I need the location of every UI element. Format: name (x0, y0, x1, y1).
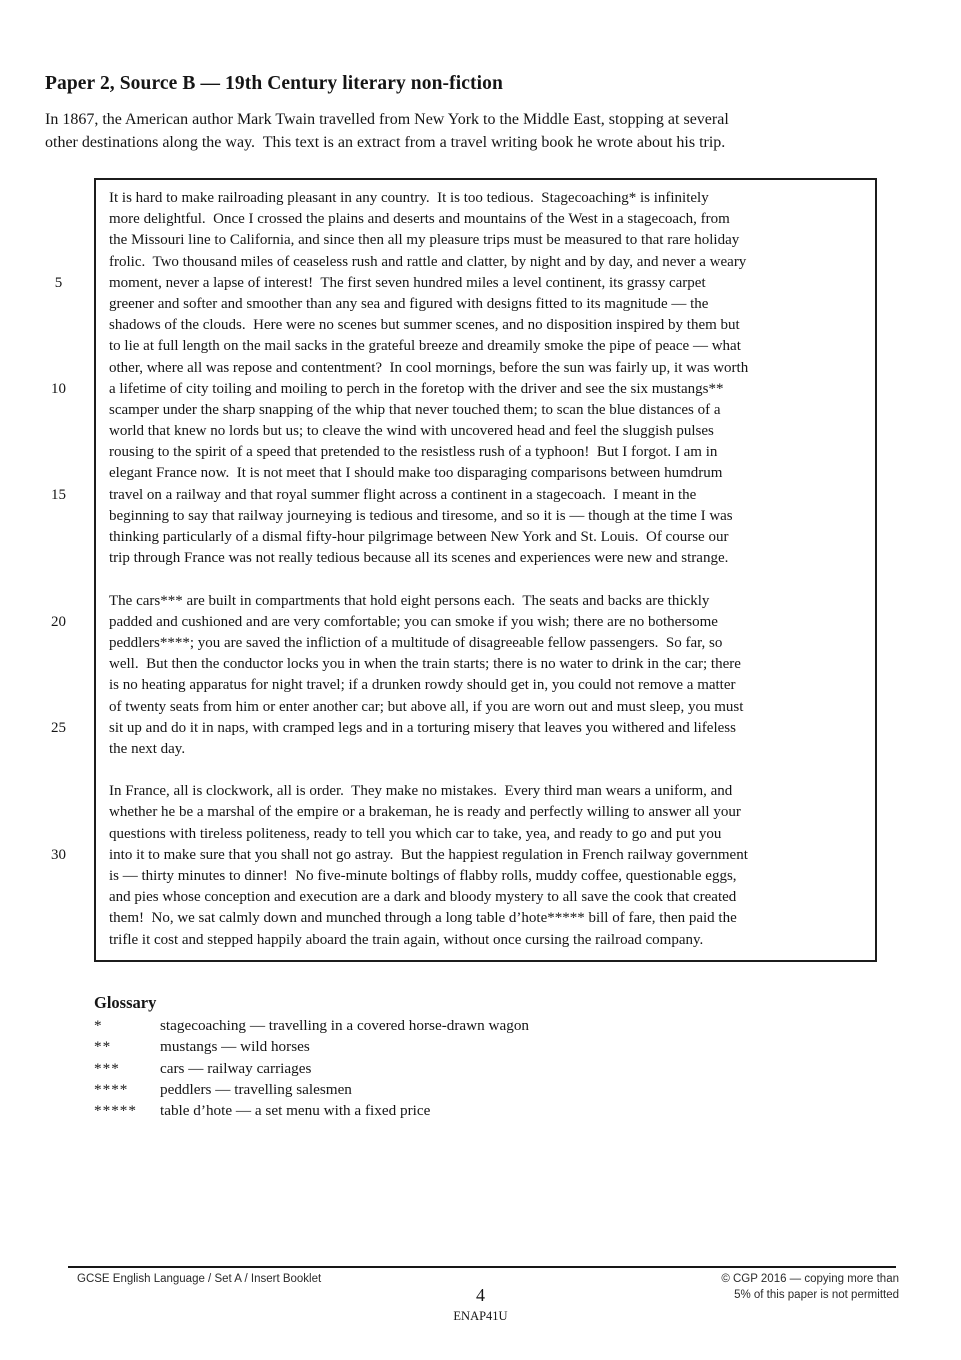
glossary-symbol: *** (94, 1059, 120, 1077)
intro-line: other destinations along the way. This text is an extract from a travel writing book he wrote about his trip. (45, 133, 726, 151)
line-number-30: 30 (51, 846, 66, 863)
line-number-20: 20 (51, 613, 66, 630)
source-line-7: shadows of the clouds. Here were no scenes but summer scenes, and no disposition inspired by them but (109, 317, 740, 334)
line-number-spacer (40, 252, 77, 273)
source-line-14: elegant France now. It is not meet that I should make too disparaging comparisons between humdrum (109, 465, 723, 482)
line-number-spacer (40, 633, 77, 654)
source-line-25: sit up and do it in naps, with cramped legs and in a torturing misery that leaves you withered and lifeless (109, 719, 736, 736)
line-number-spacer (40, 887, 77, 908)
line-number-spacer (40, 548, 77, 569)
glossary-entry (94, 1100, 529, 1121)
footer-copyright-line: 5% of this paper is not permitted (734, 1288, 899, 1301)
glossary-entries (94, 1015, 529, 1121)
glossary-symbol: ***** (94, 1102, 137, 1120)
source-line-4: frolic. Two thousand miles of ceaseless rush and rattle and clatter, by night and by day, and never a weary (109, 253, 747, 270)
line-number-spacer (40, 294, 77, 315)
source-line-34: trifle it cost and stepped happily aboard the train again, without once cursing the railroad company. (109, 931, 704, 948)
source-line-27: In France, all is clockwork, all is order. They make no mistakes. Every third man wears a uniform, and (109, 783, 733, 800)
line-numbers-column (40, 178, 94, 951)
source-line-31: is — thirty minutes to dinner! No five-minute boltings of flabby rolls, muddy coffee, questionable eggs, (109, 868, 737, 884)
glossary-definition: stagecoaching — travelling in a covered horse-drawn wagon (160, 1017, 530, 1034)
glossary-entry (94, 1079, 529, 1100)
glossary-definition: table d’hote — a set menu with a fixed price (160, 1102, 431, 1120)
glossary-entry (94, 1058, 529, 1079)
source-text-box (94, 178, 877, 962)
source-line-3: the Missouri line to California, and since then all my pleasure trips must be measured to that rare holiday (109, 232, 740, 249)
source-line-2: more delightful. Once I crossed the plains and deserts and mountains of the West in a stagecoach, from (109, 211, 730, 228)
line-number-15: 15 (51, 486, 66, 503)
glossary-heading: Glossary (94, 993, 157, 1012)
line-number-spacer (40, 358, 77, 379)
source-line-29: questions with tireless politeness, ready to tell you which car to take, yea, and ready to go and put you (109, 825, 722, 842)
source-line-21: peddlers****; you are saved the infliction of a multitude of disagreeable fellow passengers. So far, so (109, 634, 723, 651)
source-line-23: is no heating apparatus for night travel; if a drunken rowdy should get in, you could not remove a matter (109, 677, 736, 694)
glossary (94, 992, 529, 1121)
source-line-19: The cars*** are built in compartments that hold eight persons each. The seats and backs are thickly (109, 592, 710, 609)
paragraph-gap (40, 569, 77, 590)
page-title: Paper 2, Source B — 19th Century literary non-fiction (45, 73, 503, 95)
source-line-8: to lie at full length on the mail sacks in the grateful breeze and dreamily smoke the pipe of peace — what (109, 338, 741, 355)
source-line-18: trip through France was not really tedious because all its scenes and experiences were new and strange. (109, 550, 729, 567)
line-number-spacer (40, 230, 77, 251)
line-number-spacer (40, 591, 77, 612)
glossary-entry (94, 1015, 529, 1036)
glossary-definition: peddlers — travelling salesmen (160, 1080, 352, 1098)
line-number-spacer (40, 209, 77, 230)
intro-line: In 1867, the American author Mark Twain travelled from New York to the Middle East, stopping at several (45, 111, 729, 128)
intro-text (45, 109, 729, 154)
line-number-spacer (40, 781, 77, 802)
source-line-15: travel on a railway and that royal summer flight across a continent in a stagecoach. I meant in the (109, 486, 697, 503)
line-number-spacer (40, 930, 77, 951)
line-number-spacer (40, 421, 77, 442)
line-number-spacer (40, 527, 77, 548)
line-number-spacer (40, 866, 77, 887)
line-number-spacer (40, 908, 77, 929)
paragraph-gap (109, 760, 860, 781)
source-line-33: them! No, we sat calmly down and munched through a long table d’hote***** bill of fare, then paid the (109, 910, 737, 927)
source-line-6: greener and softer and smoother than any sea and figured with designs fitted to its magnitude — the (109, 295, 709, 312)
source-line-30: into it to make sure that you shall not go astray. But the happiest regulation in French railway government (109, 846, 748, 863)
line-number-spacer (40, 506, 77, 527)
source-line-20: padded and cushioned and are very comfortable; you can smoke if you wish; there are no bothersome (109, 613, 718, 630)
source-line-11: scamper under the sharp snapping of the whip that never touched them; to scan the blue distances of a (109, 401, 721, 418)
line-number-spacer (40, 802, 77, 823)
source-line-5: moment, never a lapse of interest! The first seven hundred miles a level continent, its grassy carpet (109, 274, 706, 291)
line-number-5: 5 (54, 274, 63, 291)
source-line-16: beginning to say that railway journeying is tedious and tiresome, and so it is — though at the time I was (109, 507, 733, 524)
source-line-24: of twenty seats from him or enter another car; but above all, if you are worn out and must sleep, you must (109, 698, 744, 715)
paragraph-gap (40, 760, 77, 781)
line-number-spacer (40, 400, 77, 421)
line-number-spacer (40, 315, 77, 336)
glossary-symbol: **** (94, 1080, 129, 1098)
source-line-13: rousing to the spirit of a speed that pretended to the resistless rush of a typhoon! But I forgot. I am in (109, 444, 718, 461)
footer-rule (68, 1266, 896, 1268)
paper-code: ENAP41U (453, 1309, 508, 1323)
line-number-spacer (40, 442, 77, 463)
line-number-spacer (40, 824, 77, 845)
source-line-10: a lifetime of city toiling and moiling to perch in the foretop with the driver and see the six mustangs** (109, 380, 724, 397)
line-number-10: 10 (51, 380, 66, 397)
line-number-spacer (40, 654, 77, 675)
line-number-spacer (40, 188, 77, 209)
source-line-1: It is hard to make railroading pleasant in any country. It is too tedious. Stagecoaching* is infinitely (109, 190, 709, 206)
line-number-spacer (40, 739, 77, 760)
line-number-spacer (40, 336, 77, 357)
source-text-area (40, 178, 877, 962)
line-number-spacer (40, 675, 77, 696)
line-number-25: 25 (51, 719, 66, 736)
glossary-symbol: * (94, 1017, 103, 1034)
footer-booklet-label: GCSE English Language / Set A / Insert Booklet (77, 1273, 322, 1285)
source-line-22: well. But then the conductor locks you in when the train starts; there is no water to drink in the car; there (109, 656, 741, 673)
source-line-12: world that knew no lords but us; to cleave the wind with uncovered head and feel the sluggish pulses (109, 423, 714, 440)
glossary-definition: cars — railway carriages (160, 1059, 312, 1077)
paragraph-gap (109, 569, 860, 590)
source-line-17: thinking particularly of a dismal fifty-hour pilgrimage between New York and St. Louis. Of course our (109, 529, 729, 545)
source-line-28: whether he be a marshal of the empire or a brakeman, he is ready and perfectly willing to answer all your (109, 804, 741, 821)
source-line-32: and pies whose conception and execution are a dark and bloody mystery to all save the cook that created (109, 889, 737, 906)
glossary-definition: mustangs — wild horses (160, 1038, 310, 1056)
source-line-26: the next day. (109, 740, 186, 757)
source-line-9: other, where all was repose and contentment? In cool mornings, before the sun was fairly up, it was worth (109, 359, 749, 376)
page-number: 4 (476, 1285, 485, 1305)
footer-copyright-line: © CGP 2016 — copying more than (721, 1273, 899, 1285)
line-number-spacer (40, 697, 77, 718)
line-number-spacer (40, 463, 77, 484)
glossary-symbol: ** (94, 1038, 112, 1056)
glossary-entry (94, 1036, 529, 1057)
